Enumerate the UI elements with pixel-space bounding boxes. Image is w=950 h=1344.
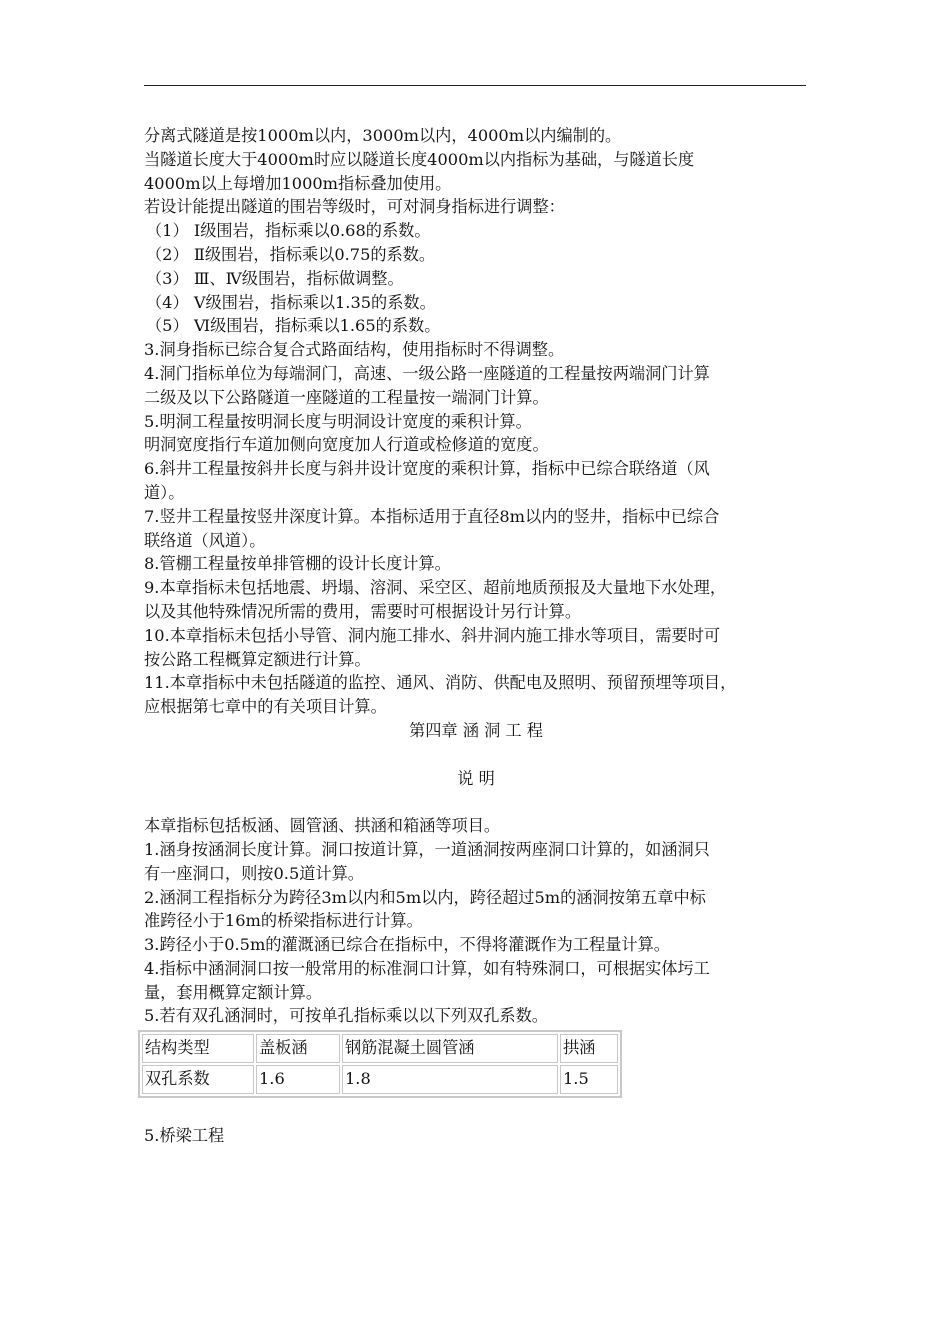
header-rule	[144, 85, 806, 86]
note-7: 7.竖井工程量按竖井深度计算。本指标适用于直径8m以内的竖井，指标中已综合	[144, 506, 720, 526]
paragraph: 当隧道长度大于4000m时应以隧道长度4000m以内指标为基础，与隧道长度	[144, 149, 695, 169]
table-cell: 1.8	[342, 1065, 558, 1094]
grade-item: （2） Ⅱ级围岩，指标乘以0.75的系数。	[146, 244, 436, 264]
next-section-heading: 5.桥梁工程	[144, 1126, 225, 1146]
note-8: 8.管棚工程量按单排管棚的设计长度计算。	[144, 554, 451, 574]
paragraph: 4000m以上每增加1000m指标叠加使用。	[144, 173, 452, 193]
note-11: 11.本章指标中未包括隧道的监控、通风、消防、供配电及照明、预留预埋等项目，	[144, 673, 737, 693]
culvert-note-1-cont: 有一座洞口，则按0.5道计算。	[144, 863, 364, 883]
culvert-note-4: 4.指标中涵洞洞口按一般常用的标准洞口计算，如有特殊洞口，可根据实体圬工	[144, 958, 710, 978]
spacer	[144, 790, 808, 814]
document-body	[144, 124, 808, 1148]
table-cell: 盖板涵	[256, 1034, 340, 1063]
note-5: 5.明洞工程量按明洞长度与明洞设计宽度的乘积计算。	[144, 411, 532, 431]
grade-item: （5） Ⅵ级围岩，指标乘以1.65的系数。	[146, 316, 441, 336]
double-hole-coefficient-table	[138, 1030, 622, 1098]
table-row	[142, 1065, 618, 1094]
table-cell: 钢筋混凝土圆管涵	[342, 1034, 558, 1063]
table-cell: 双孔系数	[142, 1065, 254, 1094]
chapter-title: 第四章 涵 洞 工 程	[409, 720, 543, 740]
note-10-cont: 按公路工程概算定额进行计算。	[144, 649, 371, 669]
table-cell: 1.6	[256, 1065, 340, 1094]
grade-item: （4） Ⅴ级围岩，指标乘以1.35的系数。	[146, 292, 436, 312]
chapter-intro: 本章指标包括板涵、圆管涵、拱涵和箱涵等项目。	[144, 816, 501, 836]
culvert-note-4-cont: 量，套用概算定额计算。	[144, 982, 323, 1002]
culvert-note-3: 3.跨径小于0.5m的灌溉涵已综合在指标中，不得将灌溉作为工程量计算。	[144, 935, 670, 955]
note-7-cont: 联络道（风道）。	[144, 530, 266, 550]
culvert-note-5: 5.若有双孔涵洞时，可按单孔指标乘以以下列双孔系数。	[144, 1006, 548, 1026]
note-5-cont: 明洞宽度指行车道加侧向宽度加人行道或检修道的宽度。	[144, 435, 549, 455]
grade-item: （3） Ⅲ、Ⅳ级围岩，指标做调整。	[146, 268, 404, 288]
culvert-note-2-cont: 准跨径小于16m的桥梁指标进行计算。	[144, 911, 423, 931]
note-9-cont: 以及其他特殊情况所需的费用，需要时可根据设计另行计算。	[144, 601, 582, 621]
section-subtitle: 说 明	[457, 768, 495, 788]
table-cell: 拱涵	[560, 1034, 618, 1063]
paragraph: 分离式隧道是按1000m以内，3000m以内，4000m以内编制的。	[144, 126, 622, 145]
note-6-cont: 道）。	[144, 482, 185, 502]
note-3: 3.洞身指标已综合复合式路面结构，使用指标时不得调整。	[144, 340, 565, 360]
culvert-note-1: 1.涵身按涵洞长度计算。洞口按道计算，一道涵洞按两座洞口计算的，如涵洞只	[144, 839, 710, 859]
note-10: 10.本章指标未包括小导管、洞内施工排水、斜井洞内施工排水等项目，需要时可	[144, 625, 721, 645]
spacer	[144, 743, 808, 767]
note-9: 9.本章指标未包括地震、坍塌、溶洞、采空区、超前地质预报及大量地下水处理，	[144, 578, 727, 598]
paragraph: 若设计能提出隧道的围岩等级时，可对洞身指标进行调整：	[144, 197, 565, 217]
note-4: 4.洞门指标单位为每端洞门，高速、一级公路一座隧道的工程量按两端洞门计算	[144, 363, 710, 383]
note-4-cont: 二级及以下公路隧道一座隧道的工程量按一端洞门计算。	[144, 387, 549, 407]
grade-item: （1） Ⅰ级围岩，指标乘以0.68的系数。	[146, 221, 431, 241]
table-header-row	[142, 1034, 618, 1063]
note-6: 6.斜井工程量按斜井长度与斜井设计宽度的乘积计算，指标中已综合联络道（风	[144, 459, 710, 479]
note-11-cont: 应根据第七章中的有关项目计算。	[144, 697, 387, 717]
culvert-note-2: 2.涵洞工程指标分为跨径3m以内和5m以内，跨径超过5m的涵洞按第五章中标	[144, 887, 706, 907]
table-cell: 结构类型	[142, 1034, 254, 1063]
spacer	[144, 1098, 808, 1124]
table-cell: 1.5	[560, 1065, 618, 1094]
